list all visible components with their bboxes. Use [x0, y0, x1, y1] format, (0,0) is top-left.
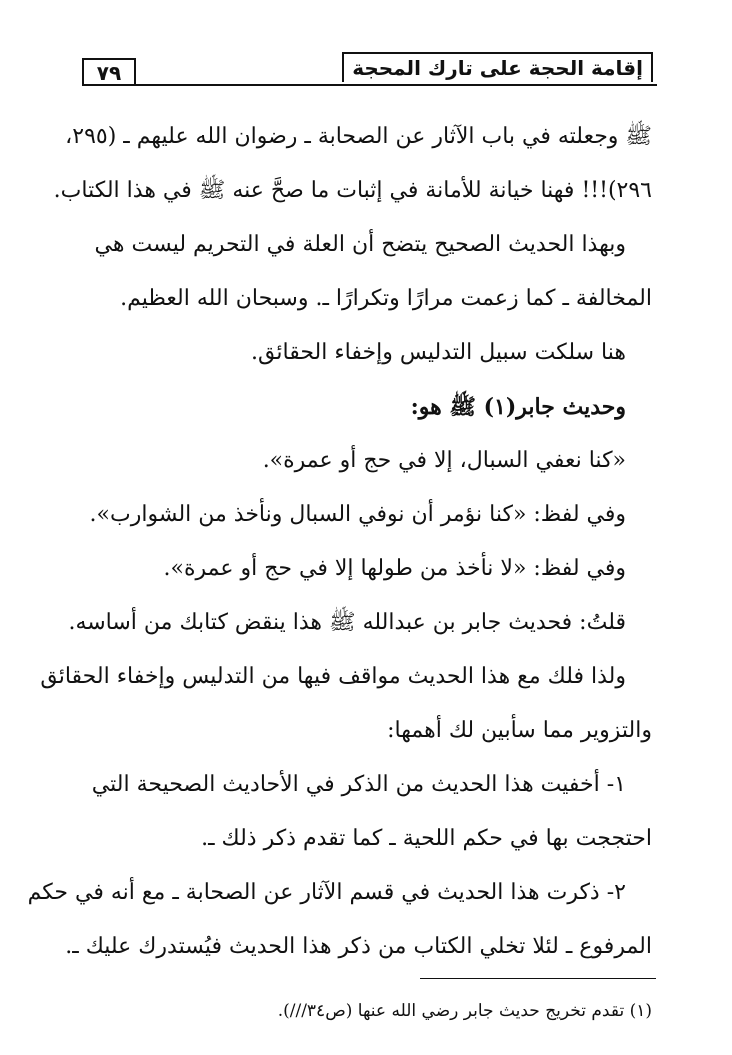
text-line: وفي لفظ: «لا نأخذ من طولها إلا في حج أو عمرة». — [163, 556, 626, 581]
text-line: قلتُ: فحديث جابر بن عبدالله ﷺ هذا ينقض كتابك من أساسه. — [68, 610, 626, 635]
page-number: ٧٩ — [82, 58, 136, 86]
text-line: احتججت بها في حكم اللحية ـ كما تقدم ذكر ذلك ـ. — [201, 826, 652, 851]
text-line: المخالفة ـ كما زعمت مرارًا وتكرارًا ـ. وسبحان الله العظيم. — [120, 286, 652, 311]
text-line: والتزوير مما سأبين لك أهمها: — [387, 718, 652, 743]
text-line: ﷺ وجعلته في باب الآثار عن الصحابة ـ رضوان الله عليهم ـ (٢٩٥، — [65, 124, 652, 149]
text-line: ولذا فلك مع هذا الحديث مواقف فيها من التدليس وإخفاء الحقائق — [40, 664, 626, 689]
header-rule — [82, 84, 657, 86]
text-line: ١- أخفيت هذا الحديث من الذكر في الأحاديث الصحيحة التي — [91, 772, 626, 797]
page-header — [82, 52, 657, 88]
text-line: ٢- ذكرت هذا الحديث في قسم الآثار عن الصحابة ـ مع أنه في حكم — [27, 880, 626, 905]
footnote: (١) تقدم تخريج حديث جابر رضي الله عنها (ص٣٤///). — [277, 1001, 652, 1021]
text-line: وحديث جابر(١) ﷺ هو: — [410, 394, 626, 420]
text-line: وبهذا الحديث الصحيح يتضح أن العلة في التحريم ليست هي — [94, 232, 626, 257]
text-line: «كنا نعفي السبال، إلا في حج أو عمرة». — [262, 448, 626, 473]
text-line: هنا سلكت سبيل التدليس وإخفاء الحقائق. — [251, 340, 626, 365]
footnote-rule — [420, 978, 656, 979]
running-title: إقامة الحجة على تارك المحجة — [342, 52, 653, 82]
text-line: وفي لفظ: «كنا نؤمر أن نوفي السبال ونأخذ من الشوارب». — [89, 502, 626, 527]
text-line: المرفوع ـ لئلا تخلي الكتاب من ذكر هذا الحديث فيُستدرك عليك ـ. — [65, 934, 652, 959]
text-line: ٢٩٦)!!! فهنا خيانة للأمانة في إثبات ما صحَّ عنه ﷺ في هذا الكتاب. — [53, 178, 652, 203]
main-text — [27, 110, 652, 974]
